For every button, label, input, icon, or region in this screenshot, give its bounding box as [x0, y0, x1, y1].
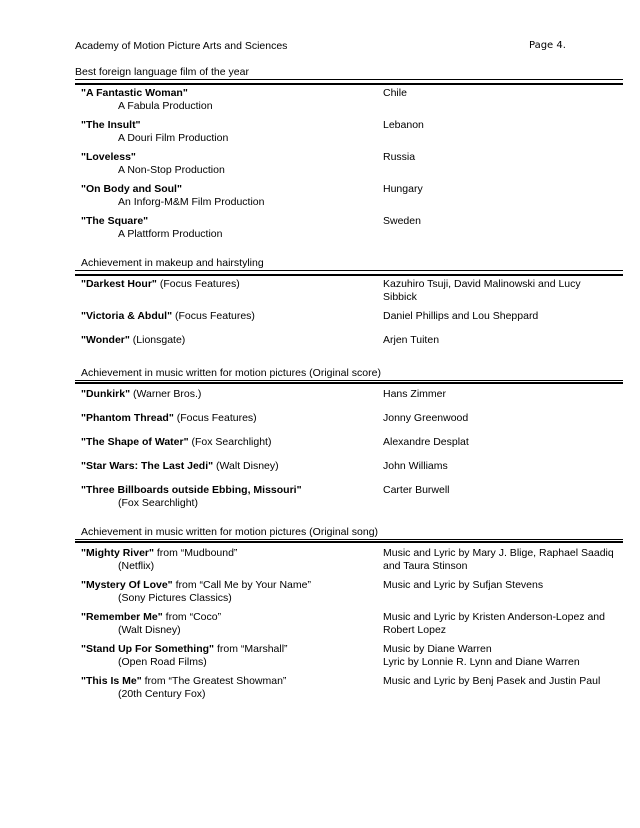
- distributor: (Walt Disney): [118, 624, 181, 636]
- section-divider: [75, 539, 623, 540]
- distributor: (Lionsgate): [129, 334, 186, 346]
- page-number: Page 4.: [529, 40, 566, 51]
- film-title: "The Square": [81, 215, 149, 227]
- film-title: "Three Billboards outside Ebbing, Missouri": [81, 484, 302, 496]
- country: Sweden: [383, 215, 421, 227]
- section-title: Achievement in makeup and hairstyling: [81, 257, 264, 269]
- nominee-names: Kazuhiro Tsuji, David Malinowski and Lucy: [383, 278, 581, 290]
- distributor: (Fox Searchlight): [118, 497, 198, 509]
- film-title: "Victoria & Abdul": [81, 310, 173, 322]
- country: Lebanon: [383, 119, 424, 131]
- section-divider: [75, 79, 623, 80]
- production-company: A Non-Stop Production: [118, 164, 225, 176]
- composer: Jonny Greenwood: [383, 412, 469, 424]
- song-title: "This Is Me": [81, 675, 142, 687]
- section-divider: [75, 380, 623, 381]
- section-divider-thick: [75, 83, 623, 85]
- distributor: (Walt Disney): [213, 460, 279, 472]
- section-divider: [75, 270, 623, 271]
- distributor: (20th Century Fox): [118, 688, 206, 700]
- nominee-names: Daniel Phillips and Lou Sheppard: [383, 310, 539, 322]
- production-company: An Inforg-M&M Film Production: [118, 196, 265, 208]
- section-divider-thick: [75, 382, 623, 384]
- song-title: "Stand Up For Something": [81, 643, 215, 655]
- distributor: (Warner Bros.): [130, 388, 202, 400]
- film-title: "Phantom Thread": [81, 412, 174, 424]
- film-reference: from “Marshall”: [214, 643, 288, 655]
- songwriters: Music and Lyric by Mary J. Blige, Raphael Saadiq: [383, 547, 614, 559]
- section-title: Achievement in music written for motion pictures (Original score): [81, 367, 381, 379]
- composer: Alexandre Desplat: [383, 436, 469, 448]
- section-title: Achievement in music written for motion pictures (Original song): [81, 526, 379, 538]
- film-title: "Darkest Hour": [81, 278, 157, 290]
- film-title: "Star Wars: The Last Jedi": [81, 460, 214, 472]
- film-title: "Loveless": [81, 151, 136, 163]
- section-divider-thick: [75, 274, 623, 276]
- production-company: A Fabula Production: [118, 100, 213, 112]
- film-title: "A Fantastic Woman": [81, 87, 188, 99]
- nominee-names: Arjen Tuiten: [383, 334, 440, 346]
- film-title: "The Insult": [81, 119, 141, 131]
- nominee-names-cont: Sibbick: [383, 291, 417, 303]
- production-company: A Plattform Production: [118, 228, 223, 240]
- distributor: (Sony Pictures Classics): [118, 592, 232, 604]
- distributor: (Focus Features): [173, 412, 257, 424]
- country: Hungary: [383, 183, 423, 195]
- film-reference: from “Call Me by Your Name”: [172, 579, 311, 591]
- distributor: (Open Road Films): [118, 656, 207, 668]
- songwriters-cont: Robert Lopez: [383, 624, 447, 636]
- songwriters: Music and Lyric by Kristen Anderson-Lopez and: [383, 611, 605, 623]
- country: Chile: [383, 87, 407, 99]
- composer: Hans Zimmer: [383, 388, 447, 400]
- film-title: "On Body and Soul": [81, 183, 182, 195]
- songwriters-cont: Lyric by Lonnie R. Lynn and Diane Warren: [383, 656, 580, 668]
- song-title: "Mystery Of Love": [81, 579, 173, 591]
- film-reference: from “The Greatest Showman”: [141, 675, 287, 687]
- composer: Carter Burwell: [383, 484, 450, 496]
- songwriters: Music by Diane Warren: [383, 643, 492, 655]
- section-divider-thick: [75, 541, 623, 543]
- distributor: (Focus Features): [156, 278, 240, 290]
- distributor: (Netflix): [118, 560, 155, 572]
- film-reference: from “Mudbound”: [153, 547, 238, 559]
- distributor: (Fox Searchlight): [188, 436, 272, 448]
- film-title: "The Shape of Water": [81, 436, 189, 448]
- distributor: (Focus Features): [172, 310, 255, 322]
- composer: John Williams: [383, 460, 448, 472]
- country: Russia: [383, 151, 416, 163]
- document-header-org: Academy of Motion Picture Arts and Sciences: [75, 40, 288, 52]
- film-reference: from “Coco”: [162, 611, 222, 623]
- production-company: A Douri Film Production: [118, 132, 229, 144]
- song-title: "Remember Me": [81, 611, 163, 623]
- songwriters: Music and Lyric by Sufjan Stevens: [383, 579, 544, 591]
- songwriters: Music and Lyric by Benj Pasek and Justin Paul: [383, 675, 601, 687]
- section-title: Best foreign language film of the year: [75, 66, 249, 78]
- film-title: "Dunkirk": [81, 388, 131, 400]
- songwriters-cont: and Taura Stinson: [383, 560, 468, 572]
- song-title: "Mighty River": [81, 547, 154, 559]
- film-title: "Wonder": [81, 334, 130, 346]
